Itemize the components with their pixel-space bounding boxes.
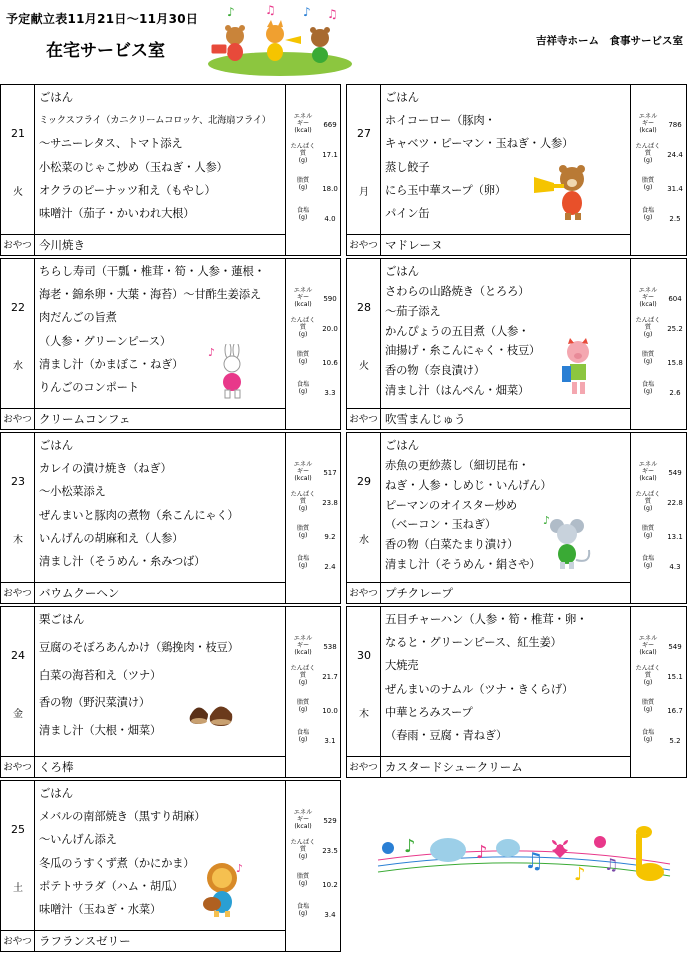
dish-item: 香の物（奈良漬け）	[385, 364, 485, 378]
nutrition-value-protein: 22.8	[667, 499, 683, 507]
snack-item: 吹雪まんじゅう	[385, 412, 466, 426]
day-menu-block	[0, 84, 341, 256]
nutrition-label-fat: 脂質 (g)	[641, 699, 655, 713]
nutrition-value-protein: 21.7	[322, 673, 338, 681]
date-column	[347, 259, 381, 408]
dish-item: ～いんげん添え	[39, 833, 117, 847]
day-menu-block	[0, 432, 341, 604]
dish-item: かんぴょうの五目煮（人参・	[385, 324, 530, 338]
nutrition-value-salt: 5.2	[669, 737, 681, 745]
nutrition-label-salt: 食塩 (g)	[641, 381, 655, 395]
dish-item: 大焼売	[385, 659, 419, 673]
snack-item: プチクレープ	[385, 586, 453, 600]
nutrition-label-energy: エネル ギー (kcal)	[638, 635, 658, 656]
nutrition-value-protein: 15.1	[667, 673, 683, 681]
day-menu-block	[346, 258, 687, 430]
staple-dish: 栗ごはん	[39, 612, 85, 626]
day-menu-block	[346, 84, 687, 256]
staple-dish: ごはん	[39, 438, 73, 452]
snack-row	[347, 234, 630, 256]
nutrition-label-protein: たんぱく 質 (g)	[290, 491, 316, 512]
nutrition-column	[630, 607, 687, 756]
dish-item: 肉だんごの旨煮	[39, 311, 117, 325]
nutrition-column	[285, 259, 342, 408]
nutrition-value-salt: 2.4	[324, 563, 336, 571]
date-column	[1, 781, 35, 930]
dish-item: ミックスフライ（カニクリームコロッケ、北海扇フライ）	[39, 115, 271, 127]
svg-text:♫: ♫	[327, 7, 338, 21]
svg-text:♪: ♪	[543, 514, 551, 527]
staple-dish: ごはん	[385, 90, 419, 104]
staple-dish: ちらし寿司（干瓢・椎茸・筍・人参・蓮根・	[39, 264, 265, 278]
day-menu-block	[0, 606, 341, 778]
snack-item: バウムクーヘン	[39, 586, 120, 600]
day-weekday: 火	[13, 187, 23, 199]
nutrition-column-extension	[285, 582, 286, 604]
nutrition-value-salt: 4.0	[324, 215, 336, 223]
snack-label: おやつ	[1, 235, 35, 256]
day-weekday: 水	[13, 361, 23, 373]
date-column	[1, 433, 35, 582]
nutrition-label-energy: エネル ギー (kcal)	[293, 113, 313, 134]
dish-item: オクラのピーナッツ和え（もやし）	[39, 183, 216, 197]
dish-item: 冬瓜のうすくず煮（かにかま）	[39, 856, 195, 870]
svg-text:♫: ♫	[604, 855, 619, 874]
date-column	[347, 85, 381, 234]
snack-label: おやつ	[347, 583, 381, 604]
dish-item: 味噌汁（玉ねぎ・水菜）	[39, 902, 162, 916]
nutrition-column-extension	[630, 756, 631, 778]
date-column	[347, 607, 381, 756]
dish-item: 白菜の海苔和え（ツナ）	[39, 668, 162, 682]
svg-text:♪: ♪	[303, 5, 311, 19]
nutrition-label-salt: 食塩 (g)	[641, 207, 655, 221]
nutrition-column-extension	[630, 408, 631, 430]
day-menu-block	[346, 606, 687, 778]
day-menu-block	[0, 780, 341, 952]
dish-item: ねぎ・人参・しめじ・いんげん）	[385, 478, 552, 492]
nutrition-label-fat: 脂質 (g)	[641, 351, 655, 365]
nutrition-value-protein: 23.5	[322, 847, 338, 855]
nutrition-label-salt: 食塩 (g)	[641, 729, 655, 743]
svg-text:♪: ♪	[476, 842, 488, 863]
day-date: 27	[357, 126, 371, 140]
nutrition-value-energy: 549	[668, 469, 682, 477]
nutrition-value-fat: 13.1	[667, 533, 683, 541]
nutrition-label-protein: たんぱく 質 (g)	[635, 143, 661, 164]
nutrition-label-protein: たんぱく 質 (g)	[290, 839, 316, 860]
dish-item: 香の物（白菜たまり漬け）	[385, 538, 519, 552]
nutrition-label-protein: たんぱく 質 (g)	[290, 143, 316, 164]
nutrition-label-protein: たんぱく 質 (g)	[635, 317, 661, 338]
staple-dish: 五目チャーハン（人参・筍・椎茸・卵・	[385, 612, 588, 626]
nutrition-label-salt: 食塩 (g)	[296, 555, 310, 569]
nutrition-value-fat: 10.6	[322, 359, 338, 367]
nutrition-label-energy: エネル ギー (kcal)	[293, 461, 313, 482]
nutrition-label-fat: 脂質 (g)	[296, 699, 310, 713]
svg-text:♫: ♫	[524, 849, 544, 874]
snack-item: ラフランスゼリー	[39, 934, 131, 948]
staple-dish: ごはん	[39, 786, 73, 800]
svg-text:♪: ♪	[574, 864, 586, 885]
snack-row	[1, 582, 285, 604]
snack-label: おやつ	[1, 757, 35, 778]
nutrition-column-extension	[285, 930, 286, 952]
day-weekday: 木	[359, 709, 369, 721]
page-title: 在宅サービス室	[46, 41, 165, 61]
dish-item: 清まし汁（はんぺん・畑菜）	[385, 384, 530, 398]
nutrition-value-energy: 517	[323, 469, 337, 477]
day-date: 30	[357, 648, 371, 662]
dancing-rabbit-illustration	[208, 344, 252, 400]
nutrition-value-energy: 529	[323, 817, 337, 825]
nutrition-label-salt: 食塩 (g)	[641, 555, 655, 569]
singing-mouse-illustration	[543, 512, 595, 570]
snack-label: おやつ	[347, 757, 381, 778]
day-weekday: 土	[13, 883, 23, 895]
nutrition-value-protein: 17.1	[322, 151, 338, 159]
day-date: 22	[11, 300, 25, 314]
dish-item: 中華とろみスープ	[385, 705, 473, 719]
nutrition-value-salt: 2.5	[669, 215, 681, 223]
day-date: 29	[357, 474, 371, 488]
dish-item: にら玉中華スープ（卵）	[385, 183, 506, 197]
svg-text:♪: ♪	[236, 862, 244, 875]
dish-item: 豆腐のそぼろあんかけ（鶏挽肉・枝豆）	[39, 640, 239, 654]
dish-item: 蒸し餃子	[385, 160, 430, 174]
svg-text:♪: ♪	[208, 346, 216, 359]
nutrition-label-fat: 脂質 (g)	[641, 525, 655, 539]
nutrition-value-salt: 3.4	[324, 911, 336, 919]
dish-item: ～サニーレタス、トマト添え	[39, 137, 183, 151]
staple-dish: ごはん	[385, 264, 419, 278]
snack-row	[1, 234, 285, 256]
nutrition-column	[285, 433, 342, 582]
organization-name: 吉祥寺ホーム 食事サービス室	[536, 35, 683, 47]
nutrition-label-salt: 食塩 (g)	[296, 381, 310, 395]
nutrition-value-salt: 4.3	[669, 563, 681, 571]
nutrition-column	[630, 433, 687, 582]
dish-item: 清まし汁（そうめん・糸みつば）	[39, 554, 206, 568]
nutrition-column-extension	[285, 756, 286, 778]
dish-item: キャベツ・ピーマン・玉ねぎ・人参）	[385, 137, 574, 151]
day-date: 28	[357, 300, 371, 314]
snack-label: おやつ	[1, 583, 35, 604]
nutrition-value-energy: 549	[668, 643, 682, 651]
day-menu-block	[0, 258, 341, 430]
snack-label: おやつ	[347, 409, 381, 430]
nutrition-value-fat: 18.0	[322, 185, 338, 193]
day-weekday: 木	[13, 535, 23, 547]
dish-item: 香の物（野沢菜漬け）	[39, 696, 150, 710]
dish-item: 油揚げ・糸こんにゃく・枝豆）	[385, 344, 541, 358]
snack-row	[1, 408, 285, 430]
nutrition-value-fat: 10.2	[322, 881, 338, 889]
nutrition-column	[630, 85, 687, 234]
dish-item: （人参・グリーンピース）	[39, 334, 171, 348]
nutrition-label-protein: たんぱく 質 (g)	[290, 665, 316, 686]
nutrition-label-protein: たんぱく 質 (g)	[635, 491, 661, 512]
nutrition-label-energy: エネル ギー (kcal)	[638, 461, 658, 482]
snack-row	[347, 408, 630, 430]
dish-item: いんげんの胡麻和え（人参）	[39, 531, 184, 545]
dish-item: りんごのコンポート	[39, 380, 139, 394]
dish-item: 味噌汁（茄子・かいわれ大根）	[39, 206, 195, 220]
snack-item: 今川焼き	[39, 238, 85, 252]
dish-item: （春雨・豆腐・青ねぎ）	[385, 728, 508, 742]
nutrition-column-extension	[630, 234, 631, 256]
snack-row	[347, 756, 630, 778]
nutrition-value-fat: 9.2	[324, 533, 336, 541]
svg-text:♫: ♫	[265, 3, 276, 17]
day-weekday: 水	[359, 535, 369, 547]
dish-item: ～茄子添え	[385, 304, 441, 318]
nutrition-value-energy: 786	[668, 121, 682, 129]
nutrition-label-fat: 脂質 (g)	[296, 177, 310, 191]
dish-item: 清まし汁（かまぼこ・ねぎ）	[39, 357, 184, 371]
date-column	[347, 433, 381, 582]
nutrition-label-energy: エネル ギー (kcal)	[293, 809, 313, 830]
nutrition-value-energy: 669	[323, 121, 337, 129]
snack-item: カスタードシュークリーム	[385, 760, 523, 774]
snack-label: おやつ	[1, 409, 35, 430]
day-date: 24	[11, 648, 25, 662]
svg-text:♪: ♪	[227, 5, 235, 19]
day-date: 21	[11, 126, 25, 140]
nutrition-label-fat: 脂質 (g)	[296, 351, 310, 365]
day-date: 23	[11, 474, 25, 488]
dish-item: メバルの南部焼き（黒すり胡麻）	[39, 810, 206, 824]
nutrition-value-fat: 15.8	[667, 359, 683, 367]
nutrition-value-salt: 3.3	[324, 389, 336, 397]
dish-item: ぜんまいと豚肉の煮物（糸こんにゃく）	[39, 508, 239, 522]
date-column	[1, 259, 35, 408]
nutrition-label-energy: エネル ギー (kcal)	[293, 635, 313, 656]
nutrition-label-fat: 脂質 (g)	[296, 525, 310, 539]
snack-row	[347, 582, 630, 604]
snack-row	[1, 756, 285, 778]
nutrition-label-fat: 脂質 (g)	[296, 873, 310, 887]
nutrition-label-salt: 食塩 (g)	[296, 729, 310, 743]
animal-band-illustration	[205, 2, 355, 76]
nutrition-value-salt: 3.1	[324, 737, 336, 745]
snack-item: クリームコンフェ	[39, 412, 131, 426]
nutrition-value-energy: 538	[323, 643, 337, 651]
nutrition-value-fat: 31.4	[667, 185, 683, 193]
dish-item: ホイコーロー（豚肉・	[385, 114, 496, 128]
chestnut-illustration	[186, 696, 238, 728]
nutrition-label-energy: エネル ギー (kcal)	[638, 287, 658, 308]
trumpet-bear-illustration	[532, 163, 594, 221]
nutrition-column	[285, 85, 342, 234]
date-column	[1, 85, 35, 234]
staple-dish: ごはん	[39, 90, 73, 104]
nutrition-label-salt: 食塩 (g)	[296, 903, 310, 917]
day-date: 25	[11, 822, 25, 836]
nutrition-label-energy: エネル ギー (kcal)	[293, 287, 313, 308]
dish-item: カレイの漬け焼き（ねぎ）	[39, 462, 172, 476]
nutrition-value-energy: 590	[323, 295, 337, 303]
nutrition-value-salt: 2.6	[669, 389, 681, 397]
nutrition-value-fat: 10.0	[322, 707, 338, 715]
nutrition-value-fat: 16.7	[667, 707, 683, 715]
dish-item: ポテトサラダ（ハム・胡瓜）	[39, 879, 184, 893]
snack-item: マドレーヌ	[385, 238, 443, 252]
dish-item: なると・グリーンピース、紅生姜）	[385, 636, 562, 650]
dish-item: ピーマンのオイスター炒め	[385, 498, 518, 512]
nutrition-column	[285, 781, 342, 930]
day-weekday: 火	[359, 361, 369, 373]
dish-item: 海老・錦糸卵・大葉・海苔）～甘酢生姜添え	[39, 288, 261, 302]
nutrition-value-protein: 20.0	[322, 325, 338, 333]
day-menu-block	[346, 432, 687, 604]
guitar-lion-illustration	[200, 860, 248, 918]
nutrition-label-fat: 脂質 (g)	[641, 177, 655, 191]
dish-item: 清まし汁（そうめん・絹さや）	[385, 558, 541, 572]
nutrition-column-extension	[285, 234, 286, 256]
dish-item: 清まし汁（大根・畑菜）	[39, 724, 162, 738]
dish-item: パイン缶	[385, 206, 430, 220]
nutrition-value-protein: 24.4	[667, 151, 683, 159]
nutrition-column-extension	[630, 582, 631, 604]
dish-item: 赤魚の更紗蒸し（細切昆布・	[385, 458, 530, 472]
day-weekday: 月	[359, 187, 369, 199]
nutrition-value-protein: 23.8	[322, 499, 338, 507]
dish-item: ぜんまいのナムル（ツナ・きくらげ）	[385, 682, 574, 696]
nutrition-column-extension	[285, 408, 286, 430]
nutrition-label-salt: 食塩 (g)	[296, 207, 310, 221]
date-column	[1, 607, 35, 756]
snack-row	[1, 930, 285, 952]
music-parade-illustration	[374, 820, 674, 890]
snack-item: くろ棒	[39, 760, 74, 774]
nutrition-column	[630, 259, 687, 408]
nutrition-label-protein: たんぱく 質 (g)	[635, 665, 661, 686]
dish-item: （ベーコン・玉ねぎ）	[385, 518, 496, 532]
nutrition-column	[285, 607, 342, 756]
nutrition-label-energy: エネル ギー (kcal)	[638, 113, 658, 134]
nutrition-value-protein: 25.2	[667, 325, 683, 333]
nutrition-value-energy: 604	[668, 295, 682, 303]
header	[6, 10, 198, 61]
staple-dish: ごはん	[385, 438, 419, 452]
svg-text:♪: ♪	[404, 836, 416, 857]
menu-period: 予定献立表11月21日～11月30日	[6, 12, 199, 26]
snack-label: おやつ	[347, 235, 381, 256]
nutrition-label-protein: たんぱく 質 (g)	[290, 317, 316, 338]
dish-item: さわらの山路焼き（とろろ）	[385, 284, 530, 298]
dish-item: 小松菜のじゃこ炒め（玉ねぎ・人参）	[39, 160, 228, 174]
snack-label: おやつ	[1, 931, 35, 952]
accordion-pig-illustration	[558, 338, 596, 396]
dish-item: ～小松菜添え	[39, 485, 106, 499]
day-weekday: 金	[13, 709, 23, 721]
